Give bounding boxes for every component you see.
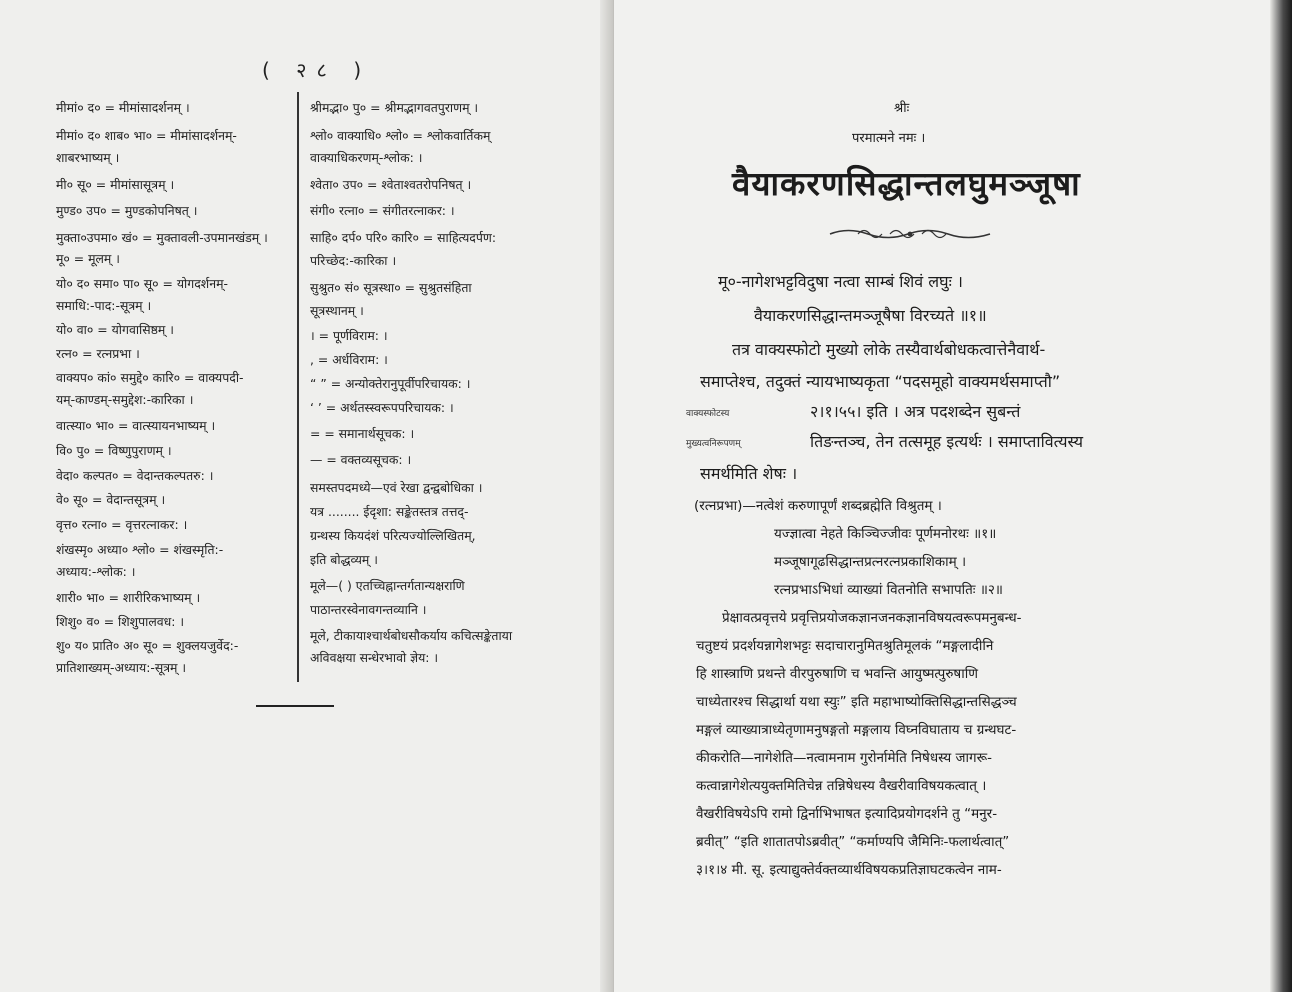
commentary-line: चाध्येतारश्च सिद्धार्था यथा स्युः” इति महाभाष्योक्तिसिद्धान्तसिद्धञ्च	[696, 694, 1017, 710]
abbrev-entry: समाधि:-पाद:-सूत्रम् ।	[56, 298, 152, 313]
mula-verse-line: मू०-नागेशभट्टविदुषा नत्वा साम्बं शिवं लघुः ।	[718, 272, 963, 291]
abbrev-entry: श्रीमद्भा० पु० = श्रीमद्भागवतपुराणम् ।	[310, 100, 479, 115]
abbrev-entry: वाक्यप० कां० समुद्दे० कारि० = वाक्यपदी-	[56, 370, 244, 385]
page-edge-shadow	[1270, 0, 1292, 992]
abbrev-entry: प्रातिशाख्यम्-अध्याय:-सूत्रम् ।	[56, 660, 187, 675]
abbrev-entry: श्लो० वाक्याधि० श्लो० = श्लोकवार्तिकम्	[310, 128, 491, 143]
abbrev-entry: मूले, टीकायाश्चार्थबोधसौकर्याय कचित्सङ्केताया	[310, 628, 513, 643]
abbrev-entry: वात्स्या० भा० = वात्स्यायनभाष्यम् ।	[56, 418, 216, 433]
abbrev-entry: शारी० भा० = शारीरिकभाष्यम् ।	[56, 590, 201, 605]
abbrev-entry: यो० द० समा० पा० सू० = योगदर्शनम्-	[56, 276, 228, 291]
commentary-line: ब्रवीत्” “इति शातातपोऽब्रवीत्” “कर्माण्यपि जैमिनिः-फलार्थत्वात्”	[696, 834, 1010, 850]
abbrev-entry: शिशु० व० = शिशुपालवध: ।	[56, 614, 185, 629]
abbrev-entry: वि० पु० = विष्णुपुराणम् ।	[56, 443, 172, 458]
text-line: तत्र वाक्यस्फोटो मुख्यो लोके तस्यैवार्थबोधकत्वात्तेनैवार्थ-	[732, 340, 1046, 359]
commentary-line: प्रेक्षावत्प्रवृत्तये प्रवृत्तिप्रयोजकज्ञानजनकज्ञानविषयत्वरूपमनुबन्ध-	[722, 610, 1022, 626]
abbrev-entry: मुक्ता०उपमा० खं० = मुक्तावली-उपमानखंडम् ।	[56, 230, 268, 245]
book-title: वैयाकरणसिद्धान्तलघुमञ्जूषा	[732, 164, 1081, 203]
abbrev-entry: , = अर्धविराम: ।	[310, 352, 388, 367]
abbrev-entry: वृत्त० रत्ना० = वृत्तरत्नाकर: ।	[56, 517, 188, 532]
abbrev-entry: मू० = मूलम् ।	[56, 251, 120, 266]
ornament-divider-icon	[828, 225, 992, 243]
abbrev-entry: सुश्रुत० सं० सूत्रस्था० = सुश्रुतसंहिता	[310, 280, 472, 295]
abbrev-entry: मीमां० द० शाब० भा० = मीमांसादर्शनम्-	[56, 128, 237, 143]
abbrev-entry: समस्तपदमध्ये—एवं रेखा द्वन्द्वबोधिका ।	[310, 480, 483, 495]
left-page	[0, 0, 614, 992]
text-line: समाप्तेश्च, तदुक्तं न्यायभाष्यकृता “पदसमूहो वाक्यमर्थसमाप्तौ”	[700, 372, 1061, 391]
abbrev-entry: शाबरभाष्यम् ।	[56, 150, 120, 165]
column-divider	[297, 92, 299, 682]
text-line: तिङन्तञ्च, तेन तत्समूह इत्यर्थः । समाप्तावित्यस्य	[810, 432, 1084, 451]
abbrev-entry: रत्न० = रत्नप्रभा ।	[56, 346, 140, 361]
abbrev-entry: शंखस्मृ० अध्या० श्लो० = शंखस्मृति:-	[56, 542, 224, 557]
side-note: वाक्यस्फोटस्य	[686, 409, 730, 419]
commentary-line: मङ्गलं व्याख्यात्राध्येतृणामनुषङ्गतो मङ्गलाय विघ्नविघाताय च ग्रन्थघट-	[696, 722, 1017, 738]
abbrev-entry: अविवक्षया सन्धेरभावो ज्ञेय: ।	[310, 650, 439, 665]
abbrev-entry: — = वक्तव्यसूचक: ।	[310, 452, 412, 467]
text-line: समर्थमिति शेषः ।	[700, 464, 798, 483]
verse-line: यज्ज्ञात्वा नेहते किञ्चिज्जीवः पूर्णमनोरथः ॥१॥	[774, 526, 997, 542]
abbrev-entry: श्वेता० उप० = श्वेताश्वतरोपनिषत् ।	[310, 177, 472, 192]
abbrev-entry: इति बोद्धव्यम् ।	[310, 552, 378, 567]
mula-verse-line: वैयाकरणसिद्धान्तमञ्जूषैषा विरच्यते ॥१॥	[754, 306, 987, 325]
side-note: मुख्यत्वनिरूपणम्	[686, 439, 741, 449]
abbrev-entry: पाठान्तरस्वेनावगन्तव्यानि ।	[310, 602, 427, 617]
abbrev-entry: । = पूर्णविराम: ।	[310, 328, 388, 343]
commentary-line: वैखरीविषयेऽपि रामो द्विर्नाभिभाषत इत्यादिप्रयोगदर्शने तु “मनुर-	[696, 806, 998, 822]
abbrev-entry: शु० य० प्राति० अ० सू० = शुक्लयजुर्वेद:-	[56, 638, 239, 653]
abbrev-entry: मुण्ड० उप० = मुण्डकोपनिषत् ।	[56, 203, 198, 218]
abbrev-entry: संगी० रत्ना० = संगीतरत्नाकर: ।	[310, 203, 455, 218]
abbrev-entry: साहि० दर्प० परि० कारि० = साहित्यदर्पण:	[310, 230, 497, 245]
shri-heading: श्रीः	[894, 101, 910, 116]
abbrev-entry: यो० वा० = योगवासिष्ठम् ।	[56, 322, 174, 337]
verse-line: (रत्नप्रभा)—नत्वेशं करुणापूर्णं शब्दब्रह्मेति विश्रुतम् ।	[694, 498, 942, 514]
abbrev-entry: ग्रन्थस्य कियदंशं परित्यज्योल्लिखितम्,	[310, 528, 476, 543]
abbrev-entry: यत्र ........ ईदृशा: सङ्केतस्तत्र तत्तद्-	[310, 504, 469, 519]
commentary-line: कत्वान्नागेशेत्ययुक्तमितिचेन्न तन्निषेधस्य वैखरीवाविषयकत्वात् ।	[696, 778, 987, 794]
page-number: ( २८ )	[262, 58, 372, 82]
abbrev-entry: वेदा० कल्पत० = वेदान्तकल्पतरु: ।	[56, 468, 214, 483]
commentary-line: ३।१।४ मी. सू. इत्याद्युक्तेर्वक्तव्यार्थविषयकप्रतिज्ञाघटकत्वेन नाम-	[696, 862, 1002, 878]
abbrev-entry: = = समानार्थसूचक: ।	[310, 426, 415, 441]
abbrev-entry: सूत्रस्थानम् ।	[310, 303, 364, 318]
abbrev-entry: “ ” = अन्योक्तेरानुपूर्वीपरिचायक: ।	[310, 376, 471, 391]
abbrev-entry: मीमां० द० = मीमांसादर्शनम् ।	[56, 100, 190, 115]
right-page	[614, 0, 1292, 992]
abbrev-entry: वे० सू० = वेदान्तसूत्रम् ।	[56, 492, 166, 507]
commentary-line: कीकरोति—नागेशेति—नत्वामनाम गुरोर्नामेति निषेधस्य जागरू-	[696, 750, 993, 766]
text-line: २।१।५५। इति । अत्र पदशब्देन सुबन्तं	[810, 402, 1021, 421]
commentary-line: हि शास्त्राणि प्रथन्ते वीरपुरुषाणि च भवन्ति आयुष्मत्पुरुषाणि	[696, 666, 978, 682]
abbrev-entry: परिच्छेद:-कारिका ।	[310, 253, 397, 268]
commentary-line: चतुष्टयं प्रदर्शयन्नागेशभट्टः सदाचारानुमितश्रुतिमूलकं “मङ्गलादीनि	[696, 638, 994, 654]
abbrev-entry: मूले—( ) एतच्चिह्नान्तर्गतान्यक्षराणि	[310, 578, 465, 593]
invocation-line: परमात्मने नमः ।	[852, 131, 926, 146]
footer-rule	[256, 705, 334, 707]
abbrev-entry: ‘ ’ = अर्थतस्स्वरूपपरिचायक: ।	[310, 400, 454, 415]
abbrev-entry: यम्-काण्डम्-समुद्देश:-कारिका ।	[56, 392, 194, 407]
abbrev-entry: मी० सू० = मीमांसासूत्रम् ।	[56, 177, 175, 192]
verse-line: रत्नप्रभाऽभिधां व्याख्यां वितनोति सभापतिः ॥२॥	[774, 582, 1004, 598]
abbrev-entry: अध्याय:-श्लोक: ।	[56, 564, 136, 579]
verse-line: मञ्जूषागूढसिद्धान्तप्रत्नरत्नप्रकाशिकाम् ।	[774, 554, 967, 570]
abbrev-entry: वाक्याधिकरणम्-श्लोक: ।	[310, 150, 423, 165]
